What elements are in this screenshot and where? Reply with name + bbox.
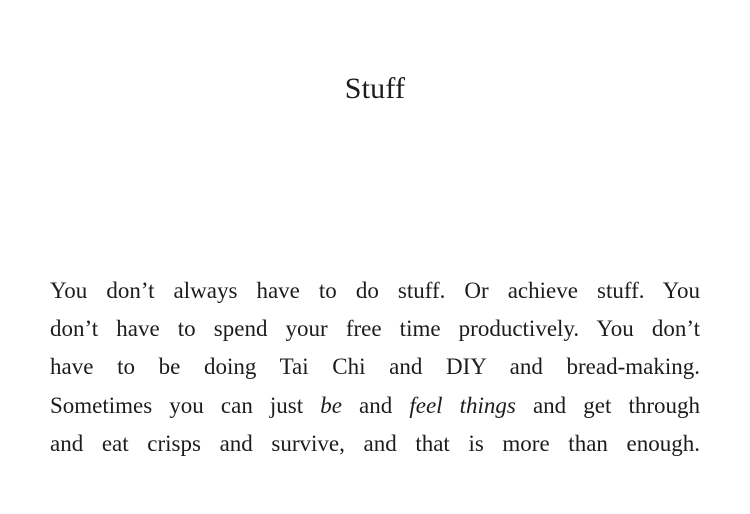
- paragraph-line-3: [50, 348, 700, 386]
- paragraph-line-5: [50, 425, 700, 463]
- text-run: and: [341, 392, 410, 418]
- text-run: have to be doing Tai Chi and DIY and bread-making.: [50, 354, 700, 380]
- emphasis-text: be: [320, 392, 342, 418]
- paragraph-line-1: [50, 272, 700, 310]
- text-run: and get through: [515, 392, 700, 418]
- body-paragraph: [50, 272, 700, 463]
- text-run: don’t have to spend your free time productively. You don’t: [50, 316, 700, 342]
- emphasis-text: feel things: [409, 392, 516, 418]
- text-run: You don’t always have to do stuff. Or achieve stuff. You: [50, 278, 700, 303]
- paragraph-line-4: [50, 387, 700, 425]
- text-run: Sometimes you can just: [50, 392, 321, 418]
- page-title: Stuff: [344, 72, 406, 105]
- paragraph-line-2: [50, 310, 700, 348]
- text-run: and eat crisps and survive, and that is more than enough.: [50, 430, 700, 456]
